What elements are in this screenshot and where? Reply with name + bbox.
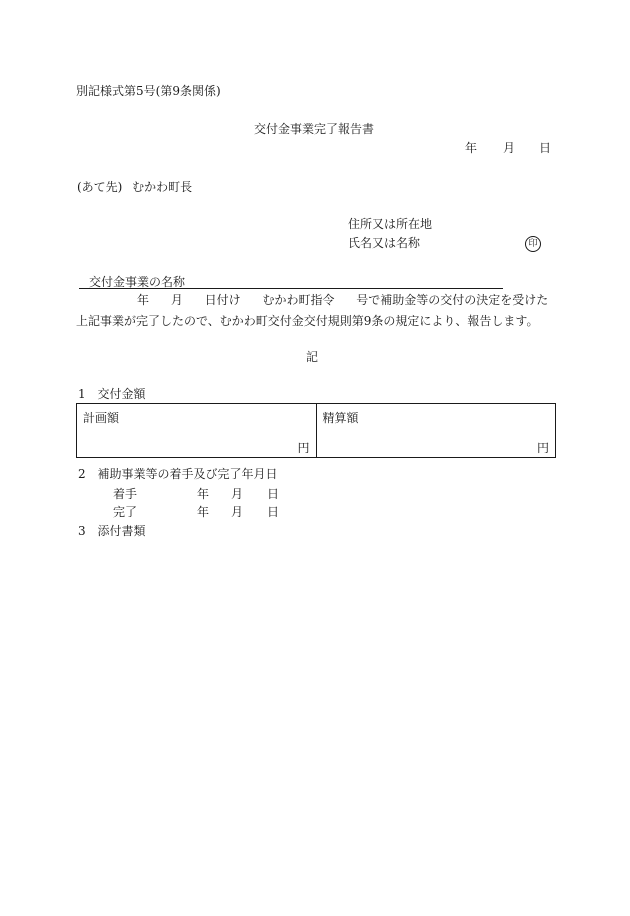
name-label: 氏名又は名称 <box>348 236 421 250</box>
addressee: (あて先) むかわ町長 <box>77 180 193 194</box>
body-line-1: 年 月 日付け むかわ町指令 号で補助金等の交付の決定を受けた <box>137 293 549 307</box>
document-title: 交付金事業完了報告書 <box>254 122 375 136</box>
section-3-heading: 3 添付書類 <box>78 524 146 538</box>
end-label: 完了 <box>113 505 138 519</box>
ki-heading: 記 <box>306 350 319 364</box>
section-1-heading: 1 交付金額 <box>78 387 146 401</box>
section-2-heading: 2 補助事業等の着手及び完了年月日 <box>78 467 278 481</box>
planned-amount-label: 計画額 <box>83 411 120 425</box>
body-line-2: 上記事業が完了したので、むかわ町交付金交付規則第9条の規定により、報告します。 <box>76 314 539 328</box>
start-month-label: 月 <box>231 487 244 501</box>
start-year-label: 年 <box>197 487 210 501</box>
end-year-label: 年 <box>197 505 210 519</box>
date-day-label: 日 <box>539 141 552 155</box>
project-name-underline <box>79 288 503 289</box>
date-year-label: 年 <box>465 141 478 155</box>
settled-amount-unit: 円 <box>536 441 549 455</box>
settled-amount-label: 精算額 <box>322 411 359 425</box>
form-number: 別記様式第5号(第9条関係) <box>76 84 221 98</box>
planned-amount-cell <box>77 404 316 457</box>
seal-mark: 印 <box>525 236 541 252</box>
address-label: 住所又は所在地 <box>348 217 433 231</box>
amount-table <box>76 403 556 458</box>
project-name-label: 交付金事業の名称 <box>89 275 186 289</box>
planned-amount-unit: 円 <box>297 441 310 455</box>
end-day-label: 日 <box>267 505 280 519</box>
end-month-label: 月 <box>231 505 244 519</box>
date-month-label: 月 <box>503 141 516 155</box>
settled-amount-cell <box>316 404 556 457</box>
start-label: 着手 <box>113 487 138 501</box>
start-day-label: 日 <box>267 487 280 501</box>
